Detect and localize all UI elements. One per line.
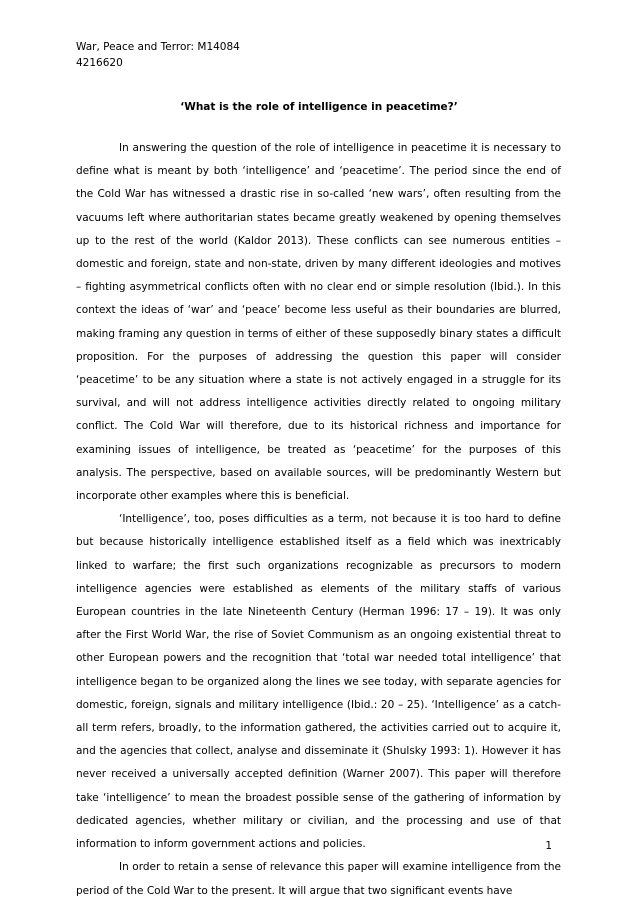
page-header [76,39,240,71]
paragraph-1: In answering the question of the role of intelligence in peacetime it is necessary to define what is meant by both ‘intelligence’ and ‘peacetime’. The period since the end of the Cold War has witnessed a drastic rise in so-called ‘new wars’, often resulting from the vacuums left where authoritarian states became greatly weakened by opening themselves up to the rest of the world (Kaldor 2013). These conflicts can see numerous entities – domestic and foreign, state and non-state, driven by many different ideologies and motives – fighting asymmetrical conflicts often with no clear end or simple resolution (Ibid.). In this context the ideas of ‘war’ and ‘peace’ become less useful as their boundaries are blurred, making framing any question in terms of either of these supposedly binary states a difficult proposition. For the purposes of addressing the question this paper will consider ‘peacetime’ to be any situation where a state is not actively engaged in a struggle for its survival, and will not address intelligence activities directly related to ongoing military conflict. The Cold War will therefore, due to its historical richness and importance for examining issues of intelligence, be treated as ‘peacetime’ for the purposes of this analysis. The perspective, based on available sources, will be predominantly Western but incorporate other examples where this is beneficial. [76,142,561,503]
essay-body [76,137,561,903]
essay-title: ‘What is the role of intelligence in peacetime?’ [180,101,458,113]
page-number: 1 [545,840,552,852]
course-code: War, Peace and Terror: M14084 [76,41,240,53]
student-id: 4216620 [76,57,123,69]
paragraph-3: In order to retain a sense of relevance this paper will examine intelligence from the period of the Cold War to the present. It will argue that two significant events have [76,861,561,897]
paragraph-2: ‘Intelligence’, too, poses difficulties as a term, not because it is too hard to define but because historically intelligence established itself as a field which was inextricably linked to warfare; the first such organizations recognizable as precursors to modern intelligence agencies were established as elements of the military staffs of various European countries in the late Nineteenth Century (Herman 1996: 17 – 19). It was only after the First World War, the rise of Soviet Communism as an ongoing existential threat to other European powers and the recognition that ‘total war needed total intelligence’ that intelligence began to be organized along the lines we see today, with separate agencies for domestic, foreign, signals and military intelligence (Ibid.: 20 – 25). ‘Intelligence’ as a catch-all term refers, broadly, to the information gathered, the activities carried out to acquire it, and the agencies that collect, analyse and disseminate it (Shulsky 1993: 1). However it has never received a universally accepted definition (Warner 2007). This paper will therefore take ‘intelligence’ to mean the broadest possible sense of the gathering of information by dedicated agencies, whether military or civilian, and the processing and use of that information to inform government actions and policies. [76,513,561,851]
